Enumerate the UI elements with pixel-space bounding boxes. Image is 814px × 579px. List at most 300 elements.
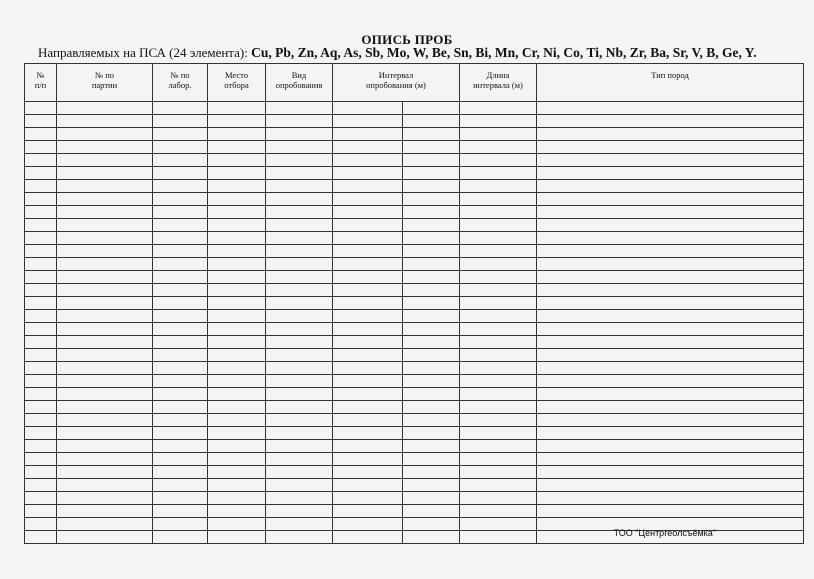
table-cell[interactable] [403,206,460,219]
table-cell[interactable] [266,167,333,180]
table-cell[interactable] [153,167,208,180]
table-cell[interactable] [333,310,403,323]
table-cell[interactable] [208,258,266,271]
table-cell[interactable] [537,193,804,206]
table-cell[interactable] [333,531,403,544]
table-cell[interactable] [537,206,804,219]
table-cell[interactable] [333,102,403,115]
table-cell[interactable] [208,427,266,440]
table-cell[interactable] [537,284,804,297]
table-cell[interactable] [266,154,333,167]
table-cell[interactable] [208,193,266,206]
table-cell[interactable] [25,531,57,544]
table-cell[interactable] [460,297,537,310]
table-cell[interactable] [153,453,208,466]
table-cell[interactable] [537,180,804,193]
table-cell[interactable] [333,466,403,479]
table-cell[interactable] [25,284,57,297]
table-cell[interactable] [208,141,266,154]
table-cell[interactable] [208,128,266,141]
table-cell[interactable] [403,362,460,375]
table-cell[interactable] [266,258,333,271]
table-cell[interactable] [25,336,57,349]
table-cell[interactable] [333,245,403,258]
table-cell[interactable] [266,284,333,297]
table-cell[interactable] [460,414,537,427]
table-cell[interactable] [208,492,266,505]
table-cell[interactable] [57,518,153,531]
table-cell[interactable] [403,167,460,180]
table-cell[interactable] [333,232,403,245]
table-cell[interactable] [333,388,403,401]
table-cell[interactable] [153,505,208,518]
table-cell[interactable] [333,427,403,440]
table-cell[interactable] [333,128,403,141]
table-cell[interactable] [403,219,460,232]
table-cell[interactable] [460,154,537,167]
table-cell[interactable] [25,349,57,362]
table-cell[interactable] [208,323,266,336]
table-cell[interactable] [403,154,460,167]
table-cell[interactable] [333,440,403,453]
table-cell[interactable] [460,284,537,297]
table-cell[interactable] [153,310,208,323]
table-cell[interactable] [333,505,403,518]
table-cell[interactable] [153,388,208,401]
table-cell[interactable] [208,466,266,479]
table-cell[interactable] [266,336,333,349]
table-cell[interactable] [460,128,537,141]
table-cell[interactable] [208,531,266,544]
table-cell[interactable] [25,232,57,245]
table-cell[interactable] [57,336,153,349]
table-cell[interactable] [266,271,333,284]
table-cell[interactable] [25,167,57,180]
table-cell[interactable] [537,414,804,427]
table-cell[interactable] [537,427,804,440]
table-cell[interactable] [208,245,266,258]
table-cell[interactable] [460,479,537,492]
table-cell[interactable] [266,102,333,115]
table-cell[interactable] [153,128,208,141]
table-cell[interactable] [537,219,804,232]
table-cell[interactable] [57,362,153,375]
table-cell[interactable] [403,115,460,128]
table-cell[interactable] [537,505,804,518]
table-cell[interactable] [460,180,537,193]
table-cell[interactable] [403,349,460,362]
table-cell[interactable] [403,128,460,141]
table-cell[interactable] [460,401,537,414]
table-cell[interactable] [333,219,403,232]
table-cell[interactable] [537,349,804,362]
table-cell[interactable] [403,102,460,115]
table-cell[interactable] [153,297,208,310]
table-cell[interactable] [25,258,57,271]
table-cell[interactable] [266,232,333,245]
table-cell[interactable] [57,310,153,323]
table-cell[interactable] [333,479,403,492]
table-cell[interactable] [153,102,208,115]
table-cell[interactable] [333,271,403,284]
table-cell[interactable] [403,297,460,310]
table-cell[interactable] [25,414,57,427]
table-cell[interactable] [57,154,153,167]
table-cell[interactable] [57,284,153,297]
table-cell[interactable] [403,310,460,323]
table-cell[interactable] [153,492,208,505]
table-cell[interactable] [403,440,460,453]
table-cell[interactable] [333,518,403,531]
table-cell[interactable] [333,284,403,297]
table-cell[interactable] [333,115,403,128]
table-cell[interactable] [208,518,266,531]
table-cell[interactable] [208,167,266,180]
table-cell[interactable] [208,271,266,284]
table-cell[interactable] [537,258,804,271]
table-cell[interactable] [57,323,153,336]
table-cell[interactable] [266,427,333,440]
table-cell[interactable] [208,336,266,349]
table-cell[interactable] [25,102,57,115]
table-cell[interactable] [266,141,333,154]
table-cell[interactable] [153,180,208,193]
table-cell[interactable] [57,453,153,466]
table-cell[interactable] [460,245,537,258]
table-cell[interactable] [153,323,208,336]
table-cell[interactable] [266,323,333,336]
table-cell[interactable] [460,375,537,388]
table-cell[interactable] [333,297,403,310]
table-cell[interactable] [57,401,153,414]
table-cell[interactable] [460,219,537,232]
table-cell[interactable] [25,206,57,219]
table-cell[interactable] [153,245,208,258]
table-cell[interactable] [333,401,403,414]
table-cell[interactable] [460,310,537,323]
table-cell[interactable] [460,258,537,271]
table-cell[interactable] [537,362,804,375]
table-cell[interactable] [25,401,57,414]
table-cell[interactable] [25,375,57,388]
table-cell[interactable] [460,102,537,115]
table-cell[interactable] [25,141,57,154]
table-cell[interactable] [57,245,153,258]
table-cell[interactable] [153,115,208,128]
table-cell[interactable] [25,479,57,492]
table-cell[interactable] [333,336,403,349]
table-cell[interactable] [208,284,266,297]
table-cell[interactable] [153,518,208,531]
table-cell[interactable] [537,102,804,115]
table-cell[interactable] [266,310,333,323]
table-cell[interactable] [403,388,460,401]
table-cell[interactable] [208,375,266,388]
table-cell[interactable] [153,349,208,362]
table-cell[interactable] [460,115,537,128]
table-cell[interactable] [57,128,153,141]
table-cell[interactable] [460,388,537,401]
table-cell[interactable] [403,466,460,479]
table-cell[interactable] [403,232,460,245]
table-cell[interactable] [333,258,403,271]
table-cell[interactable] [266,414,333,427]
table-cell[interactable] [208,102,266,115]
table-cell[interactable] [208,440,266,453]
table-cell[interactable] [208,505,266,518]
table-cell[interactable] [153,362,208,375]
table-cell[interactable] [403,492,460,505]
table-cell[interactable] [537,297,804,310]
table-cell[interactable] [460,167,537,180]
table-cell[interactable] [537,492,804,505]
table-cell[interactable] [537,453,804,466]
table-cell[interactable] [537,154,804,167]
table-cell[interactable] [460,518,537,531]
table-cell[interactable] [537,245,804,258]
table-cell[interactable] [153,219,208,232]
table-cell[interactable] [460,362,537,375]
table-cell[interactable] [403,505,460,518]
table-cell[interactable] [266,531,333,544]
table-cell[interactable] [25,492,57,505]
table-cell[interactable] [25,297,57,310]
table-cell[interactable] [153,154,208,167]
table-cell[interactable] [403,323,460,336]
table-cell[interactable] [460,323,537,336]
table-cell[interactable] [25,388,57,401]
table-cell[interactable] [333,362,403,375]
table-cell[interactable] [266,375,333,388]
table-cell[interactable] [333,154,403,167]
table-cell[interactable] [333,349,403,362]
table-cell[interactable] [266,219,333,232]
table-cell[interactable] [403,375,460,388]
table-cell[interactable] [333,492,403,505]
table-cell[interactable] [57,388,153,401]
table-cell[interactable] [57,180,153,193]
table-cell[interactable] [208,180,266,193]
table-cell[interactable] [153,531,208,544]
table-cell[interactable] [403,180,460,193]
table-cell[interactable] [208,401,266,414]
table-cell[interactable] [537,141,804,154]
table-cell[interactable] [266,128,333,141]
table-cell[interactable] [57,414,153,427]
table-cell[interactable] [460,427,537,440]
table-cell[interactable] [153,284,208,297]
table-cell[interactable] [537,440,804,453]
table-cell[interactable] [153,336,208,349]
table-cell[interactable] [153,479,208,492]
table-cell[interactable] [25,180,57,193]
table-cell[interactable] [153,193,208,206]
table-cell[interactable] [57,141,153,154]
table-cell[interactable] [208,206,266,219]
table-cell[interactable] [25,518,57,531]
table-cell[interactable] [57,440,153,453]
table-cell[interactable] [460,193,537,206]
table-cell[interactable] [333,167,403,180]
table-cell[interactable] [537,167,804,180]
table-cell[interactable] [25,427,57,440]
table-cell[interactable] [57,297,153,310]
table-cell[interactable] [57,427,153,440]
table-cell[interactable] [153,466,208,479]
table-cell[interactable] [266,297,333,310]
table-cell[interactable] [460,271,537,284]
table-cell[interactable] [266,440,333,453]
table-cell[interactable] [403,518,460,531]
table-cell[interactable] [537,323,804,336]
table-cell[interactable] [153,141,208,154]
table-cell[interactable] [153,375,208,388]
table-cell[interactable] [460,531,537,544]
table-cell[interactable] [460,336,537,349]
table-cell[interactable] [57,206,153,219]
table-cell[interactable] [25,154,57,167]
table-cell[interactable] [537,388,804,401]
table-cell[interactable] [208,154,266,167]
table-cell[interactable] [266,362,333,375]
table-cell[interactable] [333,414,403,427]
table-cell[interactable] [25,466,57,479]
table-cell[interactable] [266,349,333,362]
table-cell[interactable] [208,414,266,427]
table-cell[interactable] [537,310,804,323]
table-cell[interactable] [537,401,804,414]
table-cell[interactable] [537,232,804,245]
table-cell[interactable] [25,323,57,336]
table-cell[interactable] [460,492,537,505]
table-cell[interactable] [208,479,266,492]
table-cell[interactable] [537,479,804,492]
table-cell[interactable] [57,466,153,479]
table-cell[interactable] [266,505,333,518]
table-cell[interactable] [57,102,153,115]
table-cell[interactable] [25,245,57,258]
table-cell[interactable] [208,115,266,128]
table-cell[interactable] [57,193,153,206]
table-cell[interactable] [153,440,208,453]
table-cell[interactable] [57,505,153,518]
table-cell[interactable] [266,206,333,219]
table-cell[interactable] [460,232,537,245]
table-cell[interactable] [537,336,804,349]
table-cell[interactable] [266,492,333,505]
table-cell[interactable] [208,388,266,401]
table-cell[interactable] [57,232,153,245]
table-cell[interactable] [333,180,403,193]
table-cell[interactable] [403,193,460,206]
table-cell[interactable] [460,206,537,219]
table-cell[interactable] [333,453,403,466]
table-cell[interactable] [460,453,537,466]
table-cell[interactable] [403,141,460,154]
table-cell[interactable] [266,388,333,401]
table-cell[interactable] [403,245,460,258]
table-cell[interactable] [25,128,57,141]
table-cell[interactable] [266,245,333,258]
table-cell[interactable] [460,505,537,518]
table-cell[interactable] [537,115,804,128]
table-cell[interactable] [208,297,266,310]
table-cell[interactable] [403,271,460,284]
table-cell[interactable] [460,141,537,154]
table-cell[interactable] [333,206,403,219]
table-cell[interactable] [537,128,804,141]
table-cell[interactable] [333,323,403,336]
table-cell[interactable] [57,349,153,362]
table-cell[interactable] [403,284,460,297]
table-cell[interactable] [537,466,804,479]
table-cell[interactable] [537,375,804,388]
table-cell[interactable] [25,440,57,453]
table-cell[interactable] [403,427,460,440]
table-cell[interactable] [460,349,537,362]
table-cell[interactable] [57,479,153,492]
table-cell[interactable] [57,271,153,284]
table-cell[interactable] [266,193,333,206]
table-cell[interactable] [153,427,208,440]
table-cell[interactable] [208,310,266,323]
table-cell[interactable] [266,479,333,492]
table-cell[interactable] [266,453,333,466]
table-cell[interactable] [208,349,266,362]
table-cell[interactable] [25,362,57,375]
table-cell[interactable] [208,219,266,232]
table-cell[interactable] [153,271,208,284]
table-cell[interactable] [153,401,208,414]
table-cell[interactable] [57,115,153,128]
table-cell[interactable] [57,531,153,544]
table-cell[interactable] [403,401,460,414]
table-cell[interactable] [57,375,153,388]
table-cell[interactable] [25,115,57,128]
table-cell[interactable] [25,310,57,323]
table-cell[interactable] [25,219,57,232]
table-cell[interactable] [266,180,333,193]
table-cell[interactable] [153,258,208,271]
table-cell[interactable] [208,453,266,466]
table-cell[interactable] [208,232,266,245]
table-cell[interactable] [333,375,403,388]
table-cell[interactable] [25,193,57,206]
table-cell[interactable] [208,362,266,375]
table-cell[interactable] [25,271,57,284]
table-cell[interactable] [25,505,57,518]
table-cell[interactable] [266,466,333,479]
table-cell[interactable] [57,219,153,232]
table-cell[interactable] [57,258,153,271]
table-cell[interactable] [57,492,153,505]
table-cell[interactable] [403,336,460,349]
table-cell[interactable] [403,258,460,271]
table-cell[interactable] [266,401,333,414]
table-cell[interactable] [460,466,537,479]
table-cell[interactable] [403,453,460,466]
table-cell[interactable] [266,115,333,128]
table-cell[interactable] [25,453,57,466]
table-cell[interactable] [153,414,208,427]
table-cell[interactable] [333,141,403,154]
table-cell[interactable] [153,232,208,245]
table-cell[interactable] [266,518,333,531]
table-cell[interactable] [403,414,460,427]
table-cell[interactable] [153,206,208,219]
table-cell[interactable] [333,193,403,206]
table-cell[interactable] [57,167,153,180]
